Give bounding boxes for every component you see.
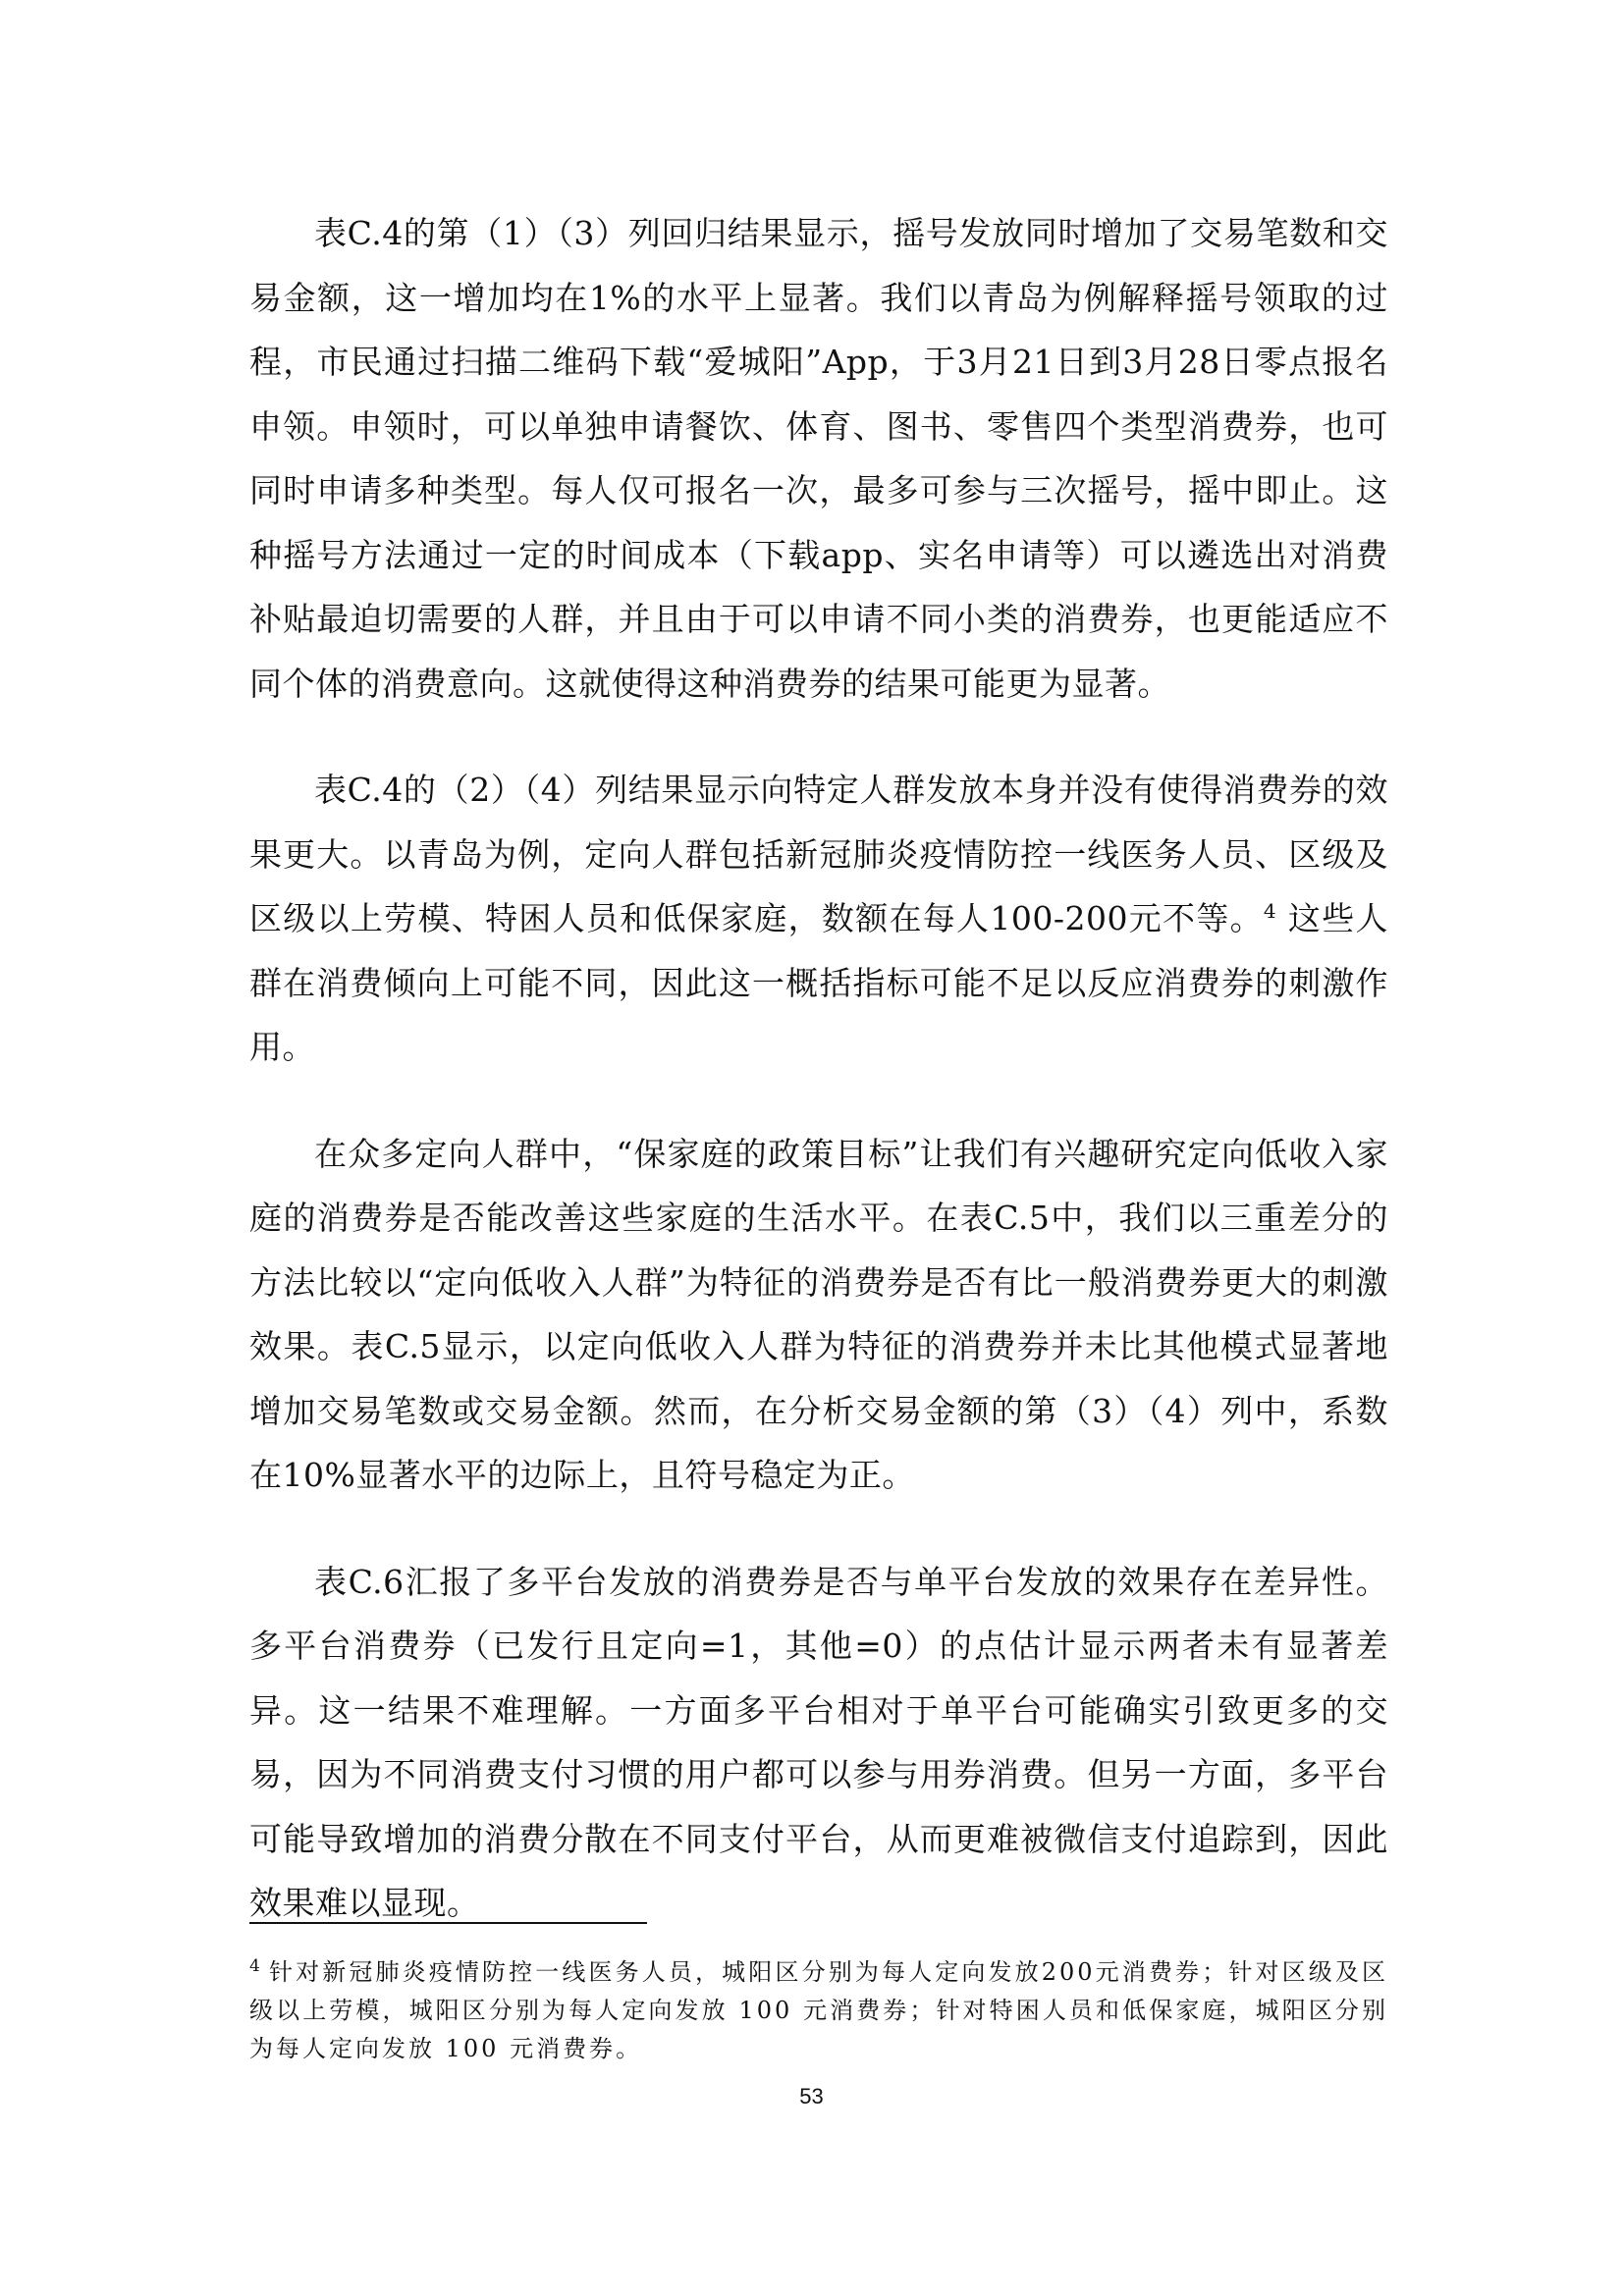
- footnote-text: 针对新冠肺炎疫情防控一线医务人员，城阳区分别为每人定向发放200元消费券；针对区级及区级以上劳模，城阳区分别为每人定向发放 100 元消费券；针对特困人员和低保家庭，城阳区分别为每人定向发放 100 元消费券。: [249, 1958, 1388, 2062]
- footnote-reference[interactable]: 4: [1263, 899, 1277, 923]
- paragraph-low-income-households: 在众多定向人群中，“保家庭的政策目标”让我们有兴趣研究定向低收入家庭的消费券是否能改善这些家庭的生活水平。在表C.5中，我们以三重差分的方法比较以“定向低收入人群”为特征的消费券是否有比一般消费券更大的刺激效果。表C.5显示，以定向低收入人群为特征的消费券并未比其他模式显著地增加交易笔数或交易金额。然而，在分析交易金额的第（3）（4）列中，系数在10%显著水平的边际上，且符号稳定为正。: [249, 1134, 1388, 1494]
- paragraph-lottery-results: 表C.4的第（1）（3）列回归结果显示，摇号发放同时增加了交易笔数和交易金额，这一增加均在1%的水平上显著。我们以青岛为例解释摇号领取的过程，市民通过扫描二维码下载“爱城阳”App，于3月21日到3月28日零点报名申领。申领时，可以单独申请餐饮、体育、图书、零售四个类型消费券，也可同时申请多种类型。每人仅可报名一次，最多可参与三次摇号，摇中即止。这种摇号方法通过一定的时间成本（下载app、实名申请等）可以遴选出对消费补贴最迫切需要的人群，并且由于可以申请不同小类的消费券，也更能适应不同个体的消费意向。这就使得这种消费券的结果可能更为显著。: [249, 214, 1388, 703]
- body-text: [249, 201, 1388, 1978]
- paragraph-targeted-groups-text: 表C.4的（2）（4）列结果显示向特定人群发放本身并没有使得消费券的效果更大。以青岛为例，定向人群包括新冠肺炎疫情防控一线医务人员、区级及区级以上劳模、特困人员和低保家庭，数额在每人100-200元不等。: [249, 771, 1388, 937]
- footnote: [249, 1953, 1388, 2068]
- paragraph-targeted-groups: [249, 758, 1388, 1080]
- paragraph-multi-platform: 表C.6汇报了多平台发放的消费券是否与单平台发放的效果存在差异性。多平台消费券（已发行且定向=1，其他=0）的点估计显示两者未有显著差异。这一结果不难理解。一方面多平台相对于单平台可能确实引致更多的交易，因为不同消费支付习惯的用户都可以参与用券消费。但另一方面，多平台可能导致增加的消费分散在不同支付平台，从而更难被微信支付追踪到，因此效果难以显现。: [249, 1562, 1388, 1922]
- paragraph-targeted-groups-text-continued: 这些人群在消费倾向上可能不同，因此这一概括指标可能不足以反应消费券的刺激作用。: [249, 899, 1388, 1066]
- footnote-marker: 4: [249, 1956, 263, 1976]
- page-number: 53: [799, 2084, 824, 2109]
- footnote-divider: [249, 1922, 647, 1924]
